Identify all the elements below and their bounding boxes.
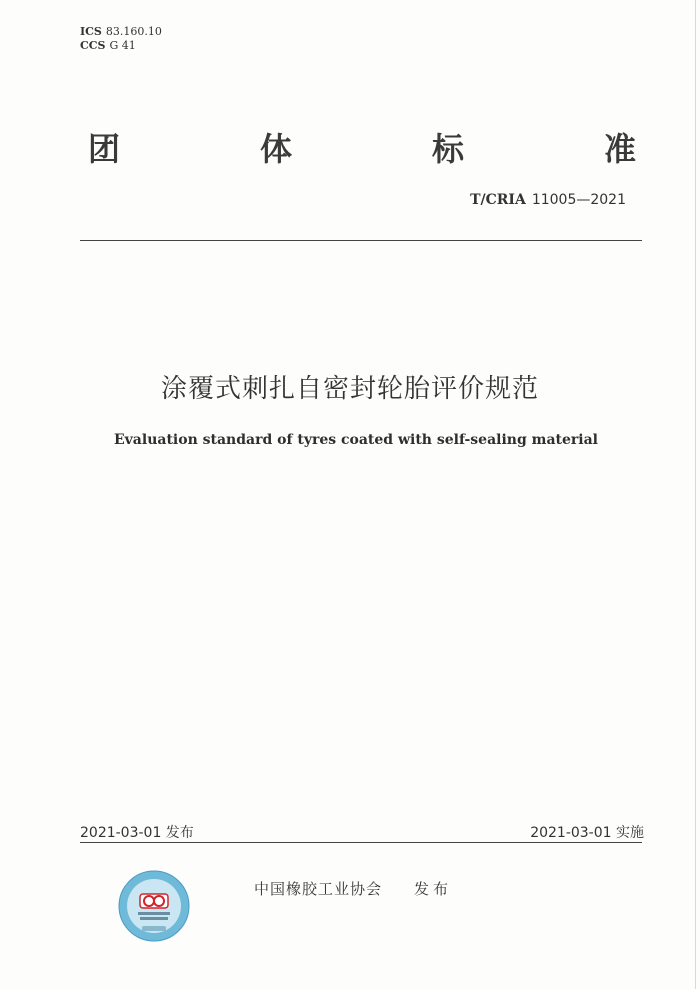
ccs-key: CCS (80, 39, 106, 52)
page-edge (695, 0, 696, 989)
top-divider (80, 240, 642, 241)
chinese-title: 涂覆式刺扎自密封轮胎评价规范 (160, 374, 539, 404)
standard-prefix: T/CRIA (470, 192, 526, 208)
issuer-name: 中国橡胶工业协会 (254, 880, 383, 898)
ics-code (80, 25, 162, 39)
heading-char-1: 团 (88, 130, 121, 168)
heading-char-3: 标 (431, 130, 464, 168)
heading-char-2: 体 (259, 130, 292, 168)
english-title: Evaluation standard of tyres coated with self-sealing material (114, 432, 598, 448)
ccs-value: G 41 (109, 39, 136, 52)
ics-value: 83.160.10 (105, 25, 162, 38)
issuing-body (254, 878, 452, 899)
standard-type-heading (88, 124, 636, 170)
ics-key: ICS (80, 25, 102, 38)
heading-char-4: 准 (603, 130, 636, 168)
anti-counterfeit-seal-icon (118, 870, 190, 942)
issuer-action: 发布 (414, 880, 453, 898)
bottom-divider (80, 842, 642, 843)
issue-date: 2021-03-01 发布 (80, 825, 194, 841)
standard-number (470, 192, 626, 208)
implementation-date: 2021-03-01 实施 (530, 825, 644, 841)
classification-codes (80, 25, 162, 53)
ccs-code (80, 39, 162, 53)
standard-code: 11005—2021 (531, 192, 626, 208)
